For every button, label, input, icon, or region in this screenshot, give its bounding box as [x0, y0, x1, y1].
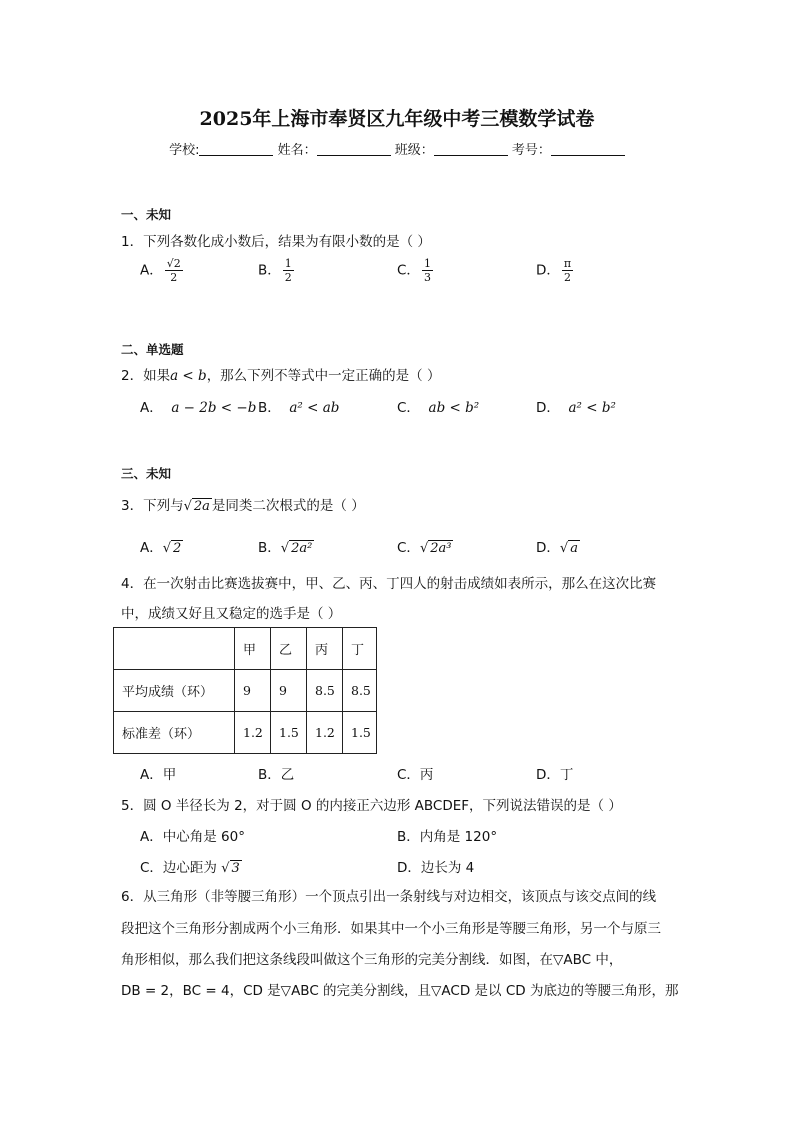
table-header-cell: 甲: [235, 628, 271, 670]
table-cell: 1.2: [235, 712, 271, 754]
option-label: D．: [536, 262, 560, 279]
section-heading-1: 一、未知: [121, 207, 172, 222]
denominator: 3: [423, 271, 431, 284]
option-label: A．: [140, 400, 163, 416]
option-label: C．: [397, 262, 420, 279]
question-6-line-3: 角形相似，那么我们把这条线段叫做这个三角形的完美分割线．如图，在▽ABC 中，: [121, 952, 623, 968]
question-4-line-1: 4．在一次射击比赛选拔赛中，甲、乙、丙、丁四人的射击成绩如表所示，那么在这次比赛: [121, 576, 657, 592]
table-header-cell: 丙: [307, 628, 343, 670]
question-2-stem: [121, 364, 440, 384]
radicand: 2a²: [291, 541, 313, 556]
table-cell: 1.5: [343, 712, 377, 754]
table-cell: 9: [235, 670, 271, 712]
question-3-option-d: [536, 536, 580, 556]
option-math: a² < ab: [289, 400, 340, 416]
numerator: 1: [423, 257, 431, 270]
question-6-line-2: 段把这个三角形分割成两个小三角形．如果其中一个小三角形是等腰三角形，另一个与原三: [121, 921, 661, 937]
radicand: a: [570, 541, 578, 556]
inline-math: a < b: [170, 368, 207, 384]
option-text: C．边心距为: [140, 860, 222, 876]
question-5-option-a: A．中心角是 60°: [140, 829, 245, 845]
stem-text: 是同类二次根式的是（ ）: [211, 498, 365, 514]
stem-text: ，那么下列不等式中一定正确的是（ ）: [206, 368, 441, 384]
option-math: a − 2b < −b: [171, 400, 257, 416]
numerator: π: [563, 257, 572, 270]
denominator: 2: [170, 271, 178, 284]
option-label: D．: [536, 400, 560, 416]
table-header-cell: 乙: [271, 628, 307, 670]
question-1-stem: 1．下列各数化成小数后，结果为有限小数的是（ ）: [121, 234, 431, 250]
question-5-option-d: D．边长为 4: [397, 860, 475, 876]
exam-number-label: 考号：: [511, 143, 551, 158]
option-label: B．: [258, 400, 281, 416]
radical: √ a: [559, 541, 578, 556]
fraction: [562, 257, 573, 284]
table-cell: 8.5: [307, 670, 343, 712]
denominator: 2: [284, 271, 292, 284]
question-1-option-b: [258, 257, 294, 284]
question-4-option-b: B．乙: [258, 767, 295, 783]
question-3-option-c: [397, 536, 453, 556]
table-row-label: 平均成绩（环）: [114, 670, 235, 712]
option-label: D．: [536, 540, 560, 556]
page-title: 2025年上海市奉贤区九年级中考三模数学试卷: [199, 108, 595, 130]
option-math: ab < b²: [428, 400, 480, 416]
table-header-cell: [114, 628, 235, 670]
question-3-stem: [121, 494, 365, 514]
radical: √ 2a³: [419, 541, 452, 556]
option-label: C．: [397, 400, 420, 416]
table-cell: 9: [271, 670, 307, 712]
question-4-line-2: 中，成绩又好且又稳定的选手是（ ）: [121, 606, 342, 622]
fraction: [283, 257, 294, 284]
stem-text: 2．如果: [121, 368, 171, 384]
section-heading-2: 二、单选题: [121, 342, 184, 357]
table-cell: 1.5: [271, 712, 307, 754]
table-row-label: 标准差（环）: [114, 712, 235, 754]
numerator: √2: [166, 257, 181, 270]
option-label: A．: [140, 262, 163, 279]
class-label: 班级：: [394, 143, 434, 158]
numerator: 1: [284, 257, 292, 270]
score-table: [113, 627, 377, 754]
question-4-option-c: C．丙: [397, 767, 434, 783]
table-cell: 1.2: [307, 712, 343, 754]
radical: √ 2a: [183, 499, 210, 514]
option-math: a² < b²: [568, 400, 616, 416]
section-heading-3: 三、未知: [121, 466, 172, 481]
question-5-stem: 5．圆 O 半径长为 2，对于圆 O 的内接正六边形 ABCDEF，下列说法错误的是（ ）: [121, 798, 622, 814]
question-3-option-b: [258, 536, 314, 556]
fraction: [422, 257, 433, 284]
table-header-cell: 丁: [343, 628, 377, 670]
name-blank: [317, 143, 391, 156]
question-4-option-d: D．丁: [536, 767, 574, 783]
option-label: B．: [258, 540, 281, 556]
question-2-option-b: [258, 396, 339, 416]
option-label: B．: [258, 262, 281, 279]
radical: √ 2: [162, 541, 182, 556]
table-cell: 8.5: [343, 670, 377, 712]
school-blank: [199, 143, 273, 156]
school-label: 学校:: [169, 143, 200, 158]
question-2-option-c: [397, 396, 479, 416]
question-5-option-b: B．内角是 120°: [397, 829, 498, 845]
question-2-option-a: [140, 396, 256, 416]
student-info-line: [0, 139, 794, 158]
radicand: 2a³: [430, 541, 452, 556]
exam-number-blank: [551, 143, 625, 156]
question-4-option-a: A．甲: [140, 767, 177, 783]
stem-text: 3．下列与: [121, 498, 184, 514]
radicand: 3: [231, 861, 240, 876]
question-3-option-a: [140, 536, 183, 556]
table-header-row: [114, 628, 377, 670]
question-6-line-1: 6．从三角形（非等腰三角形）一个顶点引出一条射线与对边相交，该顶点与该交点间的线: [121, 889, 657, 905]
radical: √ 3: [221, 861, 240, 876]
question-2-option-d: [536, 396, 616, 416]
question-1-option-a: [140, 257, 183, 284]
radicand: 2: [173, 541, 182, 556]
question-1-option-c: [397, 257, 433, 284]
radical: √ 2a²: [280, 541, 313, 556]
name-label: 姓名：: [277, 143, 317, 158]
table-row: [114, 670, 377, 712]
table-row: [114, 712, 377, 754]
question-1-option-d: [536, 257, 573, 284]
radicand: 2a: [193, 499, 210, 514]
question-6-line-4: DB = 2，BC = 4，CD 是▽ABC 的完美分割线，且▽ACD 是以 CD 为底边的等腰三角形，那: [121, 983, 679, 999]
fraction: [165, 257, 183, 284]
question-5-option-c: [140, 856, 242, 876]
class-blank: [434, 143, 508, 156]
denominator: 2: [564, 271, 572, 284]
option-label: C．: [397, 540, 420, 556]
option-label: A．: [140, 540, 163, 556]
